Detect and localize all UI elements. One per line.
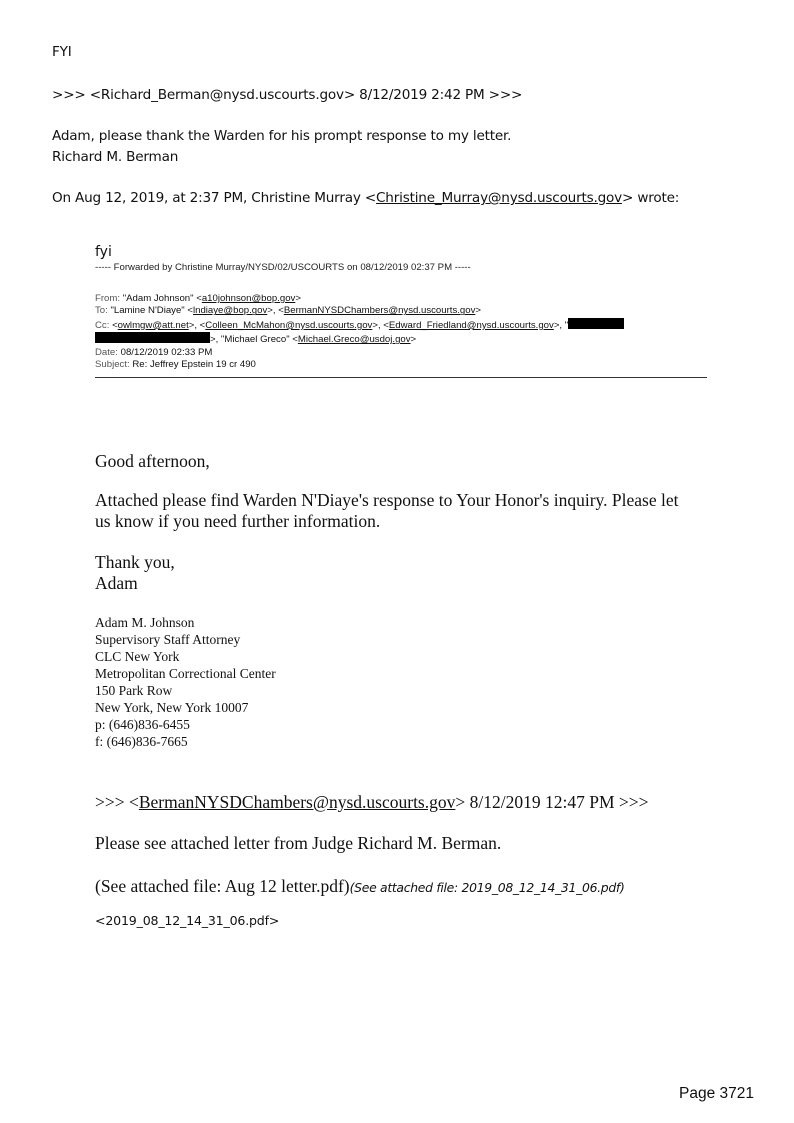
greeting: Good afternoon, bbox=[95, 451, 210, 471]
signature-line: New York, New York 10007 bbox=[95, 700, 249, 715]
subject-row bbox=[95, 359, 707, 371]
cc-row bbox=[95, 318, 707, 332]
berman-signature: Richard M. Berman bbox=[52, 149, 179, 165]
from-row bbox=[95, 293, 707, 305]
subject-label: Subject: bbox=[95, 359, 130, 371]
message-line-1: Attached please find Warden N'Diaye's response to Your Honor's inquiry. Please let bbox=[95, 490, 679, 510]
fyi-label: FYI bbox=[52, 44, 72, 60]
redaction-bar-2 bbox=[95, 332, 210, 343]
signature-line: p: (646)836-6455 bbox=[95, 717, 190, 732]
page-number: Page 3721 bbox=[679, 1085, 754, 1102]
signature-line: f: (646)836-7665 bbox=[95, 734, 188, 749]
date-row bbox=[95, 347, 707, 359]
original-body: Please see attached letter from Judge Richard M. Berman. bbox=[95, 833, 502, 853]
cc-separator-1: >, < bbox=[188, 319, 206, 331]
to-name: "Lamine N'Diaye" < bbox=[110, 305, 193, 317]
wrote-prefix: On Aug 12, 2019, at 2:37 PM, Christine Murray < bbox=[52, 190, 377, 206]
signature-line: 150 Park Row bbox=[95, 683, 173, 698]
signature-line: Metropolitan Correctional Center bbox=[95, 666, 276, 681]
thanks-line: Thank you, bbox=[95, 552, 175, 572]
attachments-line bbox=[95, 876, 625, 897]
signature-line: CLC New York bbox=[95, 649, 180, 664]
from-name: "Adam Johnson" < bbox=[122, 293, 202, 304]
message-line-2: us know if you need further information. bbox=[95, 511, 381, 531]
to-label: To: bbox=[95, 305, 108, 317]
wrote-suffix: > wrote: bbox=[622, 190, 680, 206]
sender-name: Adam bbox=[95, 573, 138, 593]
cc-end: > bbox=[410, 334, 417, 346]
to-end: > bbox=[475, 305, 481, 317]
wrote-line bbox=[52, 190, 679, 206]
to-row bbox=[95, 305, 707, 317]
cc-line2-mid: >, "Michael Greco" < bbox=[210, 334, 298, 346]
subject-value: Re: Jeffrey Epstein 19 cr 490 bbox=[132, 359, 256, 371]
attachment-note-2: (See attached file: 2019_08_12_14_31_06.pdf) bbox=[349, 880, 625, 895]
signature-line: Adam M. Johnson bbox=[95, 615, 195, 630]
original-suffix: > 8/12/2019 12:47 PM >>> bbox=[455, 792, 649, 812]
to-email-link-1[interactable]: lndiaye@bop.gov bbox=[192, 305, 268, 317]
email-header-block bbox=[95, 293, 707, 371]
attachment-file[interactable]: <2019_08_12_14_31_06.pdf> bbox=[95, 913, 280, 928]
cc-email-link-3[interactable]: Edward_Friedland@nysd.uscourts.gov bbox=[388, 319, 554, 331]
signature-block bbox=[95, 614, 276, 750]
cc-row-continued bbox=[95, 332, 707, 346]
forward-header-line: >>> <Richard_Berman@nysd.uscourts.gov> 8/12/2019 2:42 PM >>> bbox=[52, 87, 523, 103]
original-header-line bbox=[95, 792, 648, 813]
header-divider bbox=[95, 377, 707, 378]
date-label: Date: bbox=[95, 346, 118, 358]
original-prefix: >>> < bbox=[95, 792, 139, 812]
from-email-link[interactable]: a10johnson@bop.gov bbox=[201, 293, 296, 304]
forwarded-by-line: ----- Forwarded by Christine Murray/NYSD/02/USCOURTS on 08/12/2019 02:37 PM ----- bbox=[95, 262, 471, 273]
cc-email-link-4[interactable]: Michael.Greco@usdoj.gov bbox=[297, 334, 411, 346]
cc-separator-2: >, < bbox=[372, 319, 389, 331]
to-email-link-2[interactable]: BermanNYSDChambers@nysd.uscourts.gov bbox=[283, 305, 476, 317]
cc-open: < bbox=[112, 319, 118, 331]
redaction-bar-1 bbox=[568, 318, 624, 329]
forwarded-fyi: fyi bbox=[95, 244, 112, 260]
cc-label: Cc: bbox=[95, 319, 110, 331]
date-value: 08/12/2019 02:33 PM bbox=[120, 346, 213, 358]
attachment-note-1: (See attached file: Aug 12 letter.pdf) bbox=[95, 876, 350, 896]
cc-email-link-1[interactable]: owlmgw@att.net bbox=[117, 319, 189, 331]
cc-email-link-2[interactable]: Colleen_McMahon@nysd.uscourts.gov bbox=[205, 319, 373, 331]
christine-murray-email-link[interactable]: Christine_Murray@nysd.uscourts.gov bbox=[376, 190, 623, 206]
from-end: > bbox=[295, 293, 301, 304]
from-label: From: bbox=[95, 293, 121, 304]
chambers-email-link[interactable]: BermanNYSDChambers@nysd.uscourts.gov bbox=[138, 792, 456, 812]
to-separator: >, < bbox=[267, 305, 284, 317]
signature-line: Supervisory Staff Attorney bbox=[95, 632, 241, 647]
berman-message-line: Adam, please thank the Warden for his prompt response to my letter. bbox=[52, 128, 512, 144]
cc-separator-3: >, " bbox=[553, 319, 569, 331]
